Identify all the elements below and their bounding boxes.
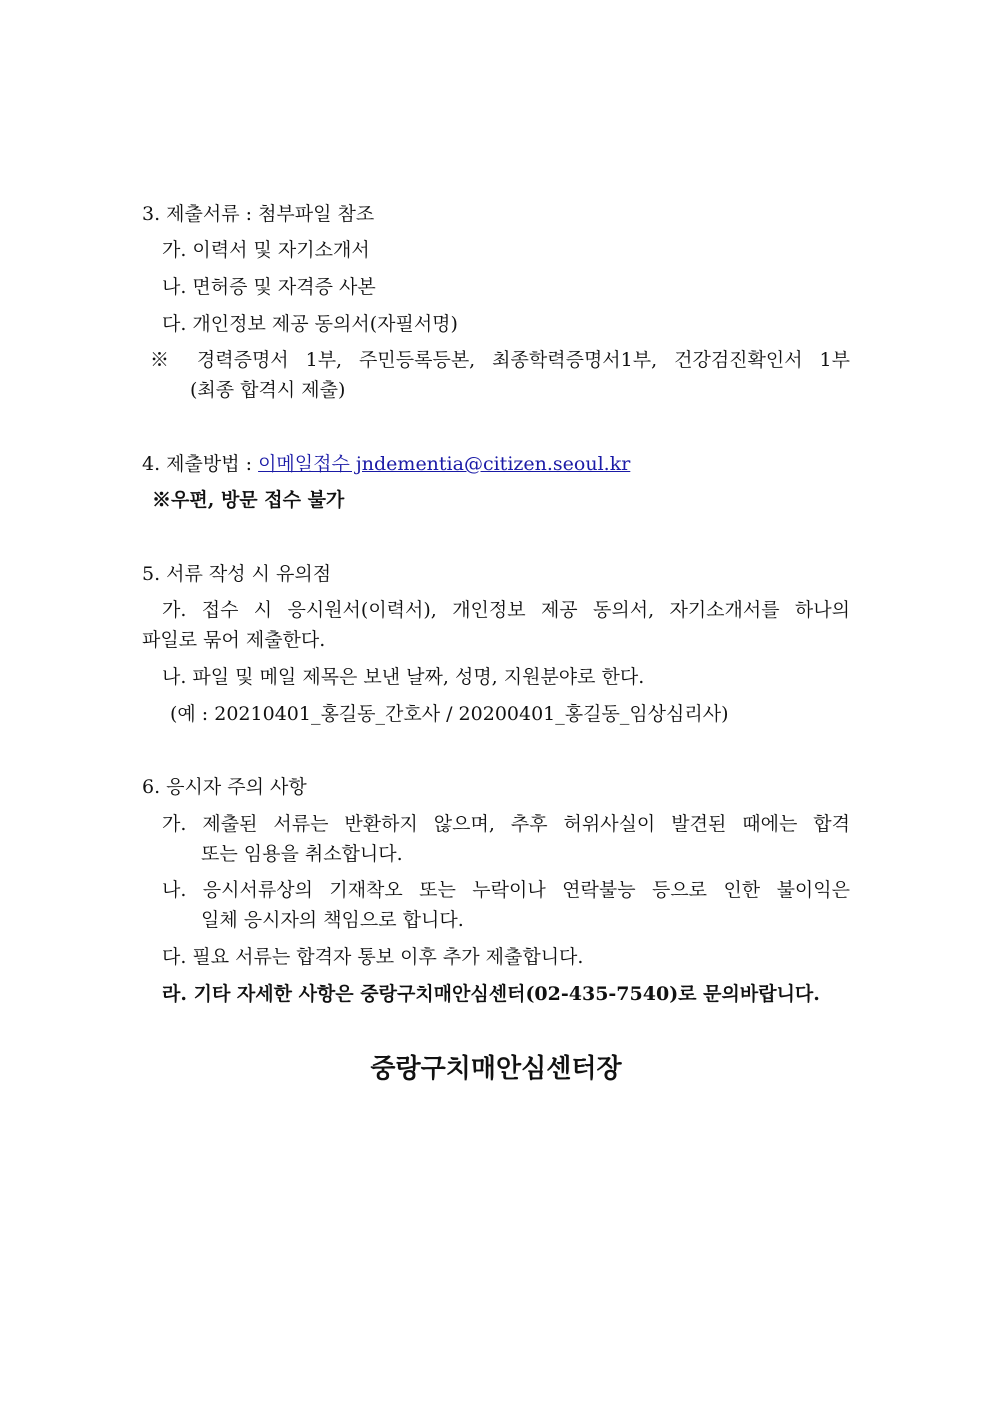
section3-note-line2: (최종 합격시 제출) [190,379,346,401]
email-link[interactable]: 이메일접수 jndementia@citizen.seoul.kr [258,453,631,475]
section3-note-line1: ※ 경력증명서 1부, 주민등록등본, 최종학력증명서1부, 건강검진확인서 1부 [150,349,850,371]
signature-title: 중랑구치매안심센터장 [370,1054,622,1084]
section5-heading: 5. 서류 작성 시 유의점 [142,563,332,585]
section6-item-d: 라. 기타 자세한 사항은 중랑구치매안심센터(02-435-7540)로 문의바랍니다. [162,983,820,1005]
section4-heading [142,452,630,476]
section5-item-a-line2: 파일로 묶어 제출한다. [142,629,326,651]
section5-example: (예 : 20210401_홍길동_간호사 / 20200401_홍길동_임상심리사) [170,703,729,725]
section5-item-a-line1: 가. 접수 시 응시원서(이력서), 개인정보 제공 동의서, 자기소개서를 하나의 [162,599,850,621]
section6-item-b-line2: 일체 응시자의 책임으로 합니다. [201,909,464,931]
section6-item-a-line1: 가. 제출된 서류는 반환하지 않으며, 추후 허위사실이 발견된 때에는 합격 [162,813,850,835]
section6-item-b-line1: 나. 응시서류상의 기재착오 또는 누락이나 연락불능 등으로 인한 불이익은 [162,879,850,901]
section4-heading-prefix: 4. 제출방법 : [142,453,259,475]
section6-item-c: 다. 필요 서류는 합격자 통보 이후 추가 제출합니다. [162,946,584,968]
section6-item-a-line2: 또는 임용을 취소합니다. [201,843,403,865]
section3-item-a: 가. 이력서 및 자기소개서 [162,239,370,261]
section3-heading: 3. 제출서류 : 첨부파일 참조 [142,203,375,225]
section3-item-b: 나. 면허증 및 자격증 사본 [162,276,376,298]
section3-item-c: 다. 개인정보 제공 동의서(자필서명) [162,313,458,335]
section5-item-b: 나. 파일 및 메일 제목은 보낸 날짜, 성명, 지원분야로 한다. [162,666,645,688]
section4-note: ※우편, 방문 접수 불가 [152,489,345,511]
section6-heading: 6. 응시자 주의 사항 [142,776,307,798]
